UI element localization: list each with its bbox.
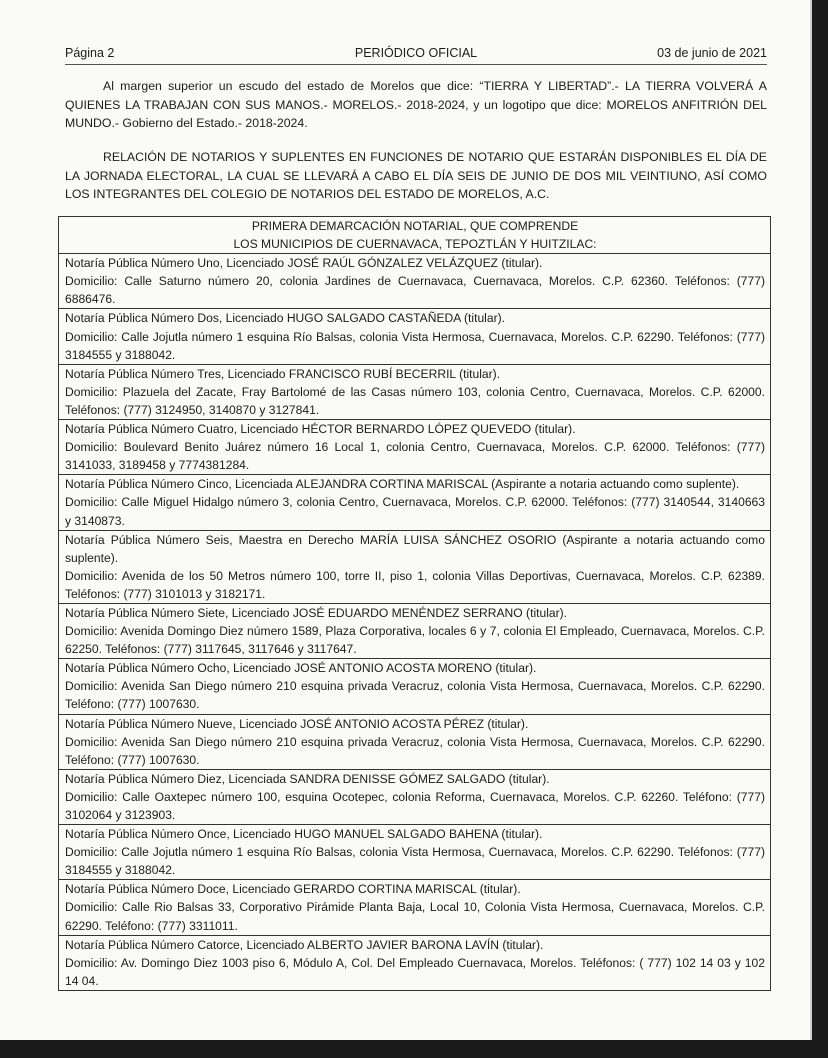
table-row [59, 420, 771, 475]
notary-entry-cell [59, 880, 771, 935]
notary-entry-cell [59, 254, 771, 309]
notary-entry-cell [59, 935, 771, 990]
notary-address: Domicilio: Av. Domingo Diez 1003 piso 6, Módulo A, Col. Del Empleado Cuernavaca, Morelos. Teléfonos: ( 777) 102 14 03 y 102 14 04. [65, 955, 765, 988]
notary-entry-cell [59, 659, 771, 714]
notary-address: Domicilio: Calle Saturno número 20, colonia Jardines de Cuernavaca, Cuernavaca, Morelos. C.P. 62360. Teléfonos: (777) 6886476. [65, 274, 765, 307]
publication-name: PERIÓDICO OFICIAL [354, 46, 478, 60]
notary-entry-cell [59, 825, 771, 880]
intro-paragraph-relation: RELACIÓN DE NOTARIOS Y SUPLENTES EN FUNCIONES DE NOTARIO QUE ESTARÁN DISPONIBLES EL DÍA DE LA JORNADA ELECTORAL, LA CUAL SE LLEVARÁ A CABO EL DÍA SEIS DE JUNIO DE DOS MIL VEINTIUNO, ASÍ COMO LOS INTEGRANTES DEL COLEGIO DE NOTARIOS DEL ESTADO DE MORELOS, A.C. [65, 150, 767, 201]
notary-address: Domicilio: Plazuela del Zacate, Fray Bartolomé de las Casas número 103, colonia Centro, Cuernavaca, Morelos. C.P. 62000. Teléfonos: (777) 3124950, 3140870 y 3127841. [65, 384, 765, 417]
table-row [59, 254, 771, 309]
table-row [59, 603, 771, 658]
notary-name: Notaría Pública Número Nueve, Licenciado JOSÉ ANTONIO ACOSTA PÉREZ (titular). [65, 716, 529, 731]
page-header [65, 46, 767, 65]
notary-entry-cell [59, 530, 771, 603]
notary-entry-cell [59, 769, 771, 824]
table-row [59, 475, 771, 530]
demarcation-title: PRIMERA DEMARCACIÓN NOTARIAL, QUE COMPRENDE [251, 219, 579, 233]
notary-address: Domicilio: Avenida Domingo Diez número 1589, Plaza Corporativa, locales 6 y 7, colonia El Empleado, Cuernavaca, Morelos. C.P. 62250. Teléfonos: (777) 3117645, 3117646 y 3117647. [65, 624, 765, 657]
notary-address: Domicilio: Calle Rio Balsas 33, Corporativo Pirámide Planta Baja, Local 10, Colonia Vista Hermosa, Cuernavaca, Morelos. C.P. 62290. Teléfono: (777) 3311011. [65, 900, 765, 933]
notary-address: Domicilio: Avenida San Diego número 210 esquina privada Veracruz, colonia Vista Hermosa, Cuernavaca, Morelos. C.P. 62290. Teléfono: (777) 1007630. [65, 734, 765, 767]
table-row [59, 364, 771, 419]
table-row [59, 935, 771, 990]
notary-entry-cell [59, 309, 771, 364]
notary-entry-cell [59, 420, 771, 475]
notary-name: Notaría Pública Número Catorce, Licenciado ALBERTO JAVIER BARONA LAVÍN (titular). [65, 937, 544, 952]
notary-address: Domicilio: Calle Miguel Hidalgo número 3, colonia Centro, Cuernavaca, Morelos. C.P. 62000. Teléfonos: (777) 3140544, 3140663 y 3140873. [65, 495, 765, 528]
notary-address: Domicilio: Avenida de los 50 Metros número 100, torre II, piso 1, colonia Villas Deportivas, Cuernavaca, Morelos. C.P. 62389. Teléfonos: (777) 3101013 y 3182171. [65, 568, 765, 601]
table-row [59, 714, 771, 769]
notary-address: Domicilio: Calle Oaxtepec número 100, esquina Ocotepec, colonia Reforma, Cuernavaca, Morelos. C.P. 62260. Teléfono: (777) 3102064 y 3123903. [65, 789, 765, 822]
table-row [59, 530, 771, 603]
table-heading-row [59, 217, 771, 254]
notary-address: Domicilio: Calle Jojutla número 1 esquina Río Balsas, colonia Vista Hermosa, Cuernavaca, Morelos. C.P. 62290. Teléfonos: (777) 3184555 y 3188042. [65, 845, 765, 878]
notary-name: Notaría Pública Número Tres, Licenciado FRANCISCO RUBÍ BECERRIL (titular). [65, 366, 501, 381]
notary-name: Notaría Pública Número Siete, Licenciado JOSÉ EDUARDO MENÉNDEZ SERRANO (titular). [65, 605, 568, 620]
table-row [59, 825, 771, 880]
notary-entry-cell [59, 603, 771, 658]
table-heading-cell [59, 217, 771, 254]
table-row [59, 659, 771, 714]
table-row [59, 769, 771, 824]
notary-name: Notaría Pública Número Cinco, Licenciada ALEJANDRA CORTINA MARISCAL (Aspirante a notaria actuando como suplente). [65, 477, 740, 492]
notary-address: Domicilio: Calle Jojutla número 1 esquina Río Balsas, colonia Vista Hermosa, Cuernavaca, Morelos. C.P. 62290. Teléfonos: (777) 3184555 y 3188042. [65, 329, 765, 362]
notary-name: Notaría Pública Número Doce, Licenciado GERARDO CORTINA MARISCAL (titular). [65, 882, 521, 897]
page-number: Página 2 [65, 46, 115, 60]
notary-name: Notaría Pública Número Diez, Licenciada SANDRA DENISSE GÓMEZ SALGADO (titular). [65, 771, 550, 786]
intro-paragraph-shield: Al margen superior un escudo del estado de Morelos que dice: “TIERRA Y LIBERTAD”.- LA TIERRA VOLVERÁ A QUIENES LA TRABAJAN CON SUS MANOS.- MORELOS.- 2018-2024, y un logotipo que dice: MORELOS ANFITRIÓN DEL MUNDO.- Gobierno del Estado.- 2018-2024. [65, 79, 767, 130]
notary-name: Notaría Pública Número Cuatro, Licenciado HÉCTOR BERNARDO LÓPEZ QUEVEDO (titular). [65, 422, 576, 437]
notary-address: Domicilio: Boulevard Benito Juárez número 16 Local 1, colonia Centro, Cuernavaca, Morelos. C.P. 62000. Teléfonos: (777) 3141033, 3189458 y 7774381284. [65, 440, 765, 473]
notaries-table [58, 216, 771, 991]
table-row [59, 880, 771, 935]
notary-entry-cell [59, 714, 771, 769]
notary-address: Domicilio: Avenida San Diego número 210 esquina privada Veracruz, colonia Vista Hermosa, Cuernavaca, Morelos. C.P. 62290. Teléfono: (777) 1007630. [65, 679, 765, 712]
notary-name: Notaría Pública Número Uno, Licenciado JOSÉ RAÚL GÓNZALEZ VELÁZQUEZ (titular). [65, 256, 543, 271]
notary-name: Notaría Pública Número Dos, Licenciado HUGO SALGADO CASTAÑEDA (titular). [65, 311, 506, 326]
notary-name: Notaría Pública Número Seis, Maestra en Derecho MARÍA LUISA SÁNCHEZ OSORIO (Aspirante a notaria actuando como suplente). [65, 532, 765, 565]
table-row [59, 309, 771, 364]
demarcation-municipalities: LOS MUNICIPIOS DE CUERNAVACA, TEPOZTLÁN Y HUITZILAC: [233, 237, 597, 252]
publication-date: 03 de junio de 2021 [657, 46, 767, 60]
notary-entry-cell [59, 475, 771, 530]
notary-name: Notaría Pública Número Once, Licenciado HUGO MANUEL SALGADO BAHENA (titular). [65, 827, 543, 842]
notary-name: Notaría Pública Número Ocho, Licenciado JOSÉ ANTONIO ACOSTA MORENO (titular). [65, 661, 537, 676]
notary-entry-cell [59, 364, 771, 419]
